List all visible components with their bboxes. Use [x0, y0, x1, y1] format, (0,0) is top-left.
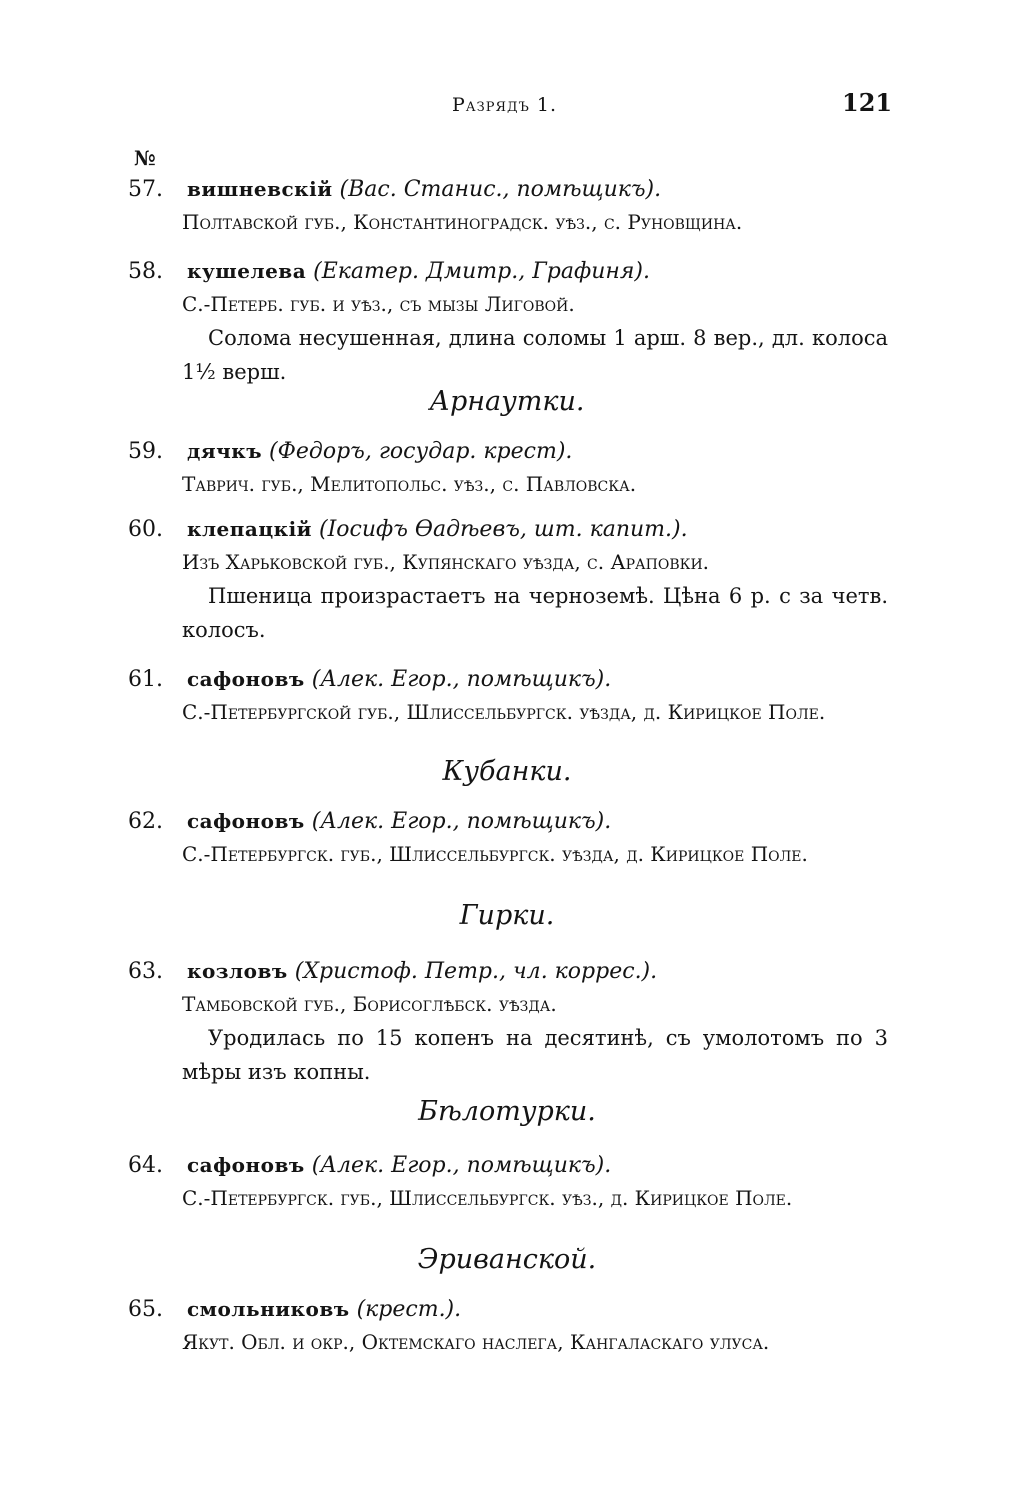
entry-note: Пшеница произрастаетъ на черноземѣ. Цѣна 6 р. с за четв. колосъ.	[182, 584, 888, 642]
entry-number: 57.	[128, 177, 163, 202]
entry-65	[128, 1294, 888, 1359]
section-heading-kubanki: Кубанки.	[442, 756, 572, 787]
entry-61	[128, 664, 888, 729]
entry-name: кушелева	[187, 259, 307, 283]
section-heading-belotúrki: Бѣлотурки.	[418, 1096, 596, 1127]
entry-name: смольниковъ	[187, 1297, 350, 1321]
entry-place: С.-Петербургск. губ., Шлиссельбургск. уѣзда, д. Кирицкое Поле.	[182, 842, 808, 866]
numero-sign: №	[134, 146, 156, 170]
entry-person: (Алек. Егор., помѣщикъ).	[311, 1153, 612, 1178]
entry-57	[128, 174, 888, 239]
entry-name: сафоновъ	[187, 667, 305, 691]
entry-place: Тамбовской губ., Борисоглѣбск. уѣзда.	[182, 992, 557, 1016]
entry-60	[128, 514, 888, 647]
running-title: Разрядъ 1.	[452, 94, 558, 116]
entry-number: 60.	[128, 517, 163, 542]
entry-person: (Федоръ, государ. крест).	[269, 439, 573, 464]
entry-name: дячкъ	[187, 439, 263, 463]
entry-person: (Алек. Егор., помѣщикъ).	[311, 667, 612, 692]
section-heading-girki: Гирки.	[459, 900, 555, 931]
entry-58	[128, 256, 888, 389]
entry-place: Полтавской губ., Константиноградск. уѣз., с. Руновщина.	[182, 210, 743, 234]
section-heading-erivanskoy: Эриванской.	[417, 1244, 597, 1275]
entry-place: С.-Петербургской губ., Шлиссельбургск. уѣзда, д. Кирицкое Поле.	[182, 700, 826, 724]
entry-place: Якут. Обл. и окр., Октемскаго наслега, Кангаласкаго улуса.	[182, 1330, 770, 1354]
section-heading-arnautki: Арнаутки.	[429, 386, 585, 417]
entry-number: 58.	[128, 259, 163, 284]
entry-number: 65.	[128, 1297, 163, 1322]
entry-number: 59.	[128, 439, 163, 464]
entry-note: Солома несушенная, длина соломы 1 арш. 8 вер., дл. колоса 1½ верш.	[182, 326, 888, 384]
entry-person: (Екатер. Дмитр., Графиня).	[313, 259, 651, 284]
entry-name: сафоновъ	[187, 1153, 305, 1177]
entry-62	[128, 806, 888, 871]
entry-place: Изъ Харьковской губ., Купянскаго уѣзда, с. Араповки.	[182, 550, 710, 574]
entry-note: Уродилась по 15 копенъ на десятинѣ, съ умолотомъ по 3 мѣры изъ копны.	[182, 1026, 888, 1084]
entry-person: (Алек. Егор., помѣщикъ).	[311, 809, 612, 834]
entry-place: С.-Петербургск. губ., Шлиссельбургск. уѣз., д. Кирицкое Поле.	[182, 1186, 793, 1210]
entry-person: (Іосифъ Ѳадѣевъ, шт. капит.).	[319, 517, 688, 542]
page-number: 121	[842, 88, 893, 117]
entry-person: (Христоф. Петр., чл. коррес.).	[294, 959, 658, 984]
page-header	[0, 88, 1014, 124]
entry-name: клепацкій	[187, 517, 313, 541]
entry-63	[128, 956, 888, 1089]
entry-name: сафоновъ	[187, 809, 305, 833]
entry-place: С.-Петерб. губ. и уѣз., съ мызы Лиговой.	[182, 292, 575, 316]
entry-person: (Вас. Станис., помѣщикъ).	[339, 177, 662, 202]
entry-place: Таврич. губ., Мелитопольс. уѣз., с. Павловска.	[182, 472, 637, 496]
entry-name: козловъ	[187, 959, 288, 983]
entry-name: вишневскій	[187, 177, 333, 201]
entry-59	[128, 436, 888, 501]
entry-person: (крест.).	[356, 1297, 462, 1322]
entry-number: 64.	[128, 1153, 163, 1178]
entry-64	[128, 1150, 888, 1215]
entry-number: 63.	[128, 959, 163, 984]
entry-number: 61.	[128, 667, 163, 692]
entry-number: 62.	[128, 809, 163, 834]
